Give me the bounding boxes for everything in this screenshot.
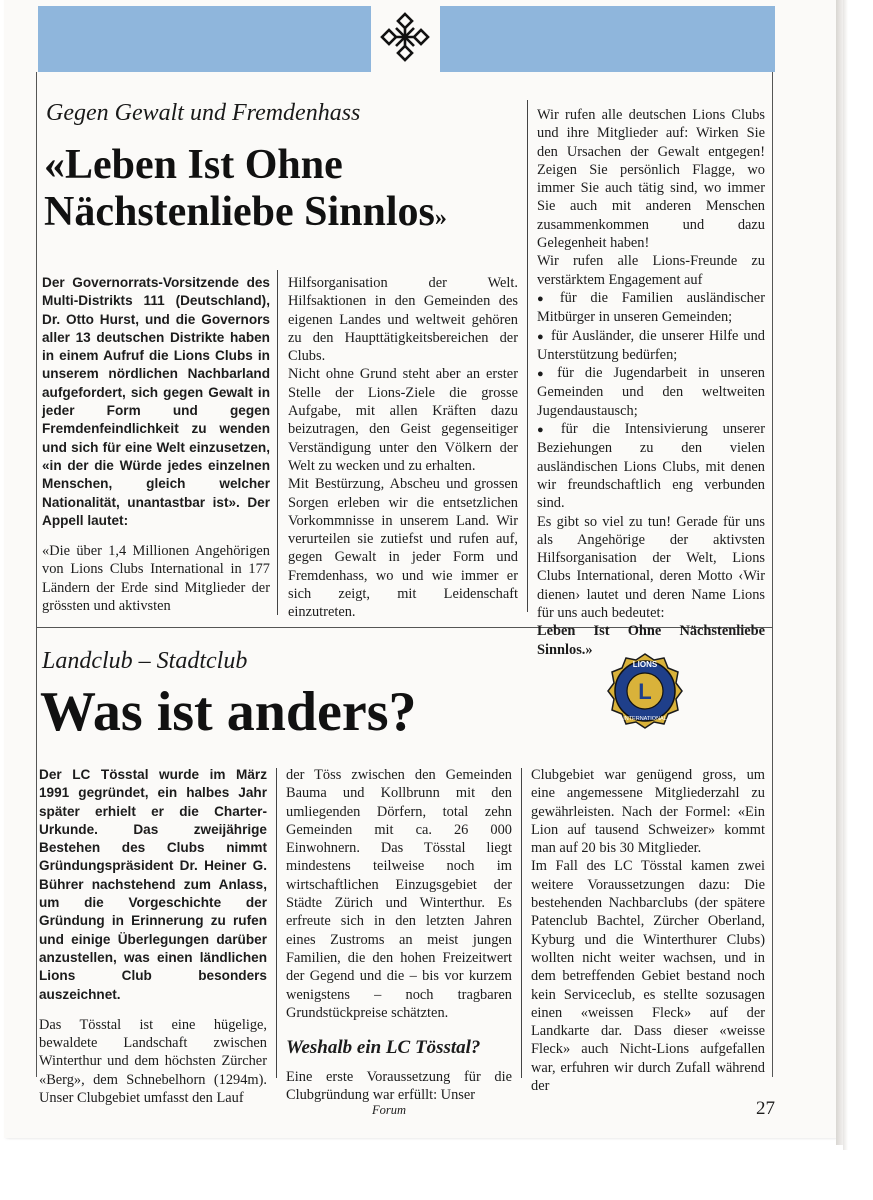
article1-paragraph: Nicht ohne Grund steht aber an erster Stelle der Lions-Ziele die grosse Aufgabe, mit allen Kräften dazu beizutragen, den Geist gegenseitiger Verständigung unter den Völkern der Welt zu wecken und zu erhalten. — [288, 366, 518, 474]
article1-column-1 — [42, 274, 270, 615]
article1-paragraph: Hilfsorganisation der Welt. Hilfsaktionen in den Gemeinden des eigenen Landes und weltweit gehören zu den Haupttätigkeitsbereichen der Clubs. — [288, 275, 518, 365]
headline-close-quote: » — [434, 205, 447, 232]
article1-headline — [44, 142, 447, 236]
article2-column-1 — [39, 766, 267, 1107]
article1-motto: Leben Ist Ohne Nächstenliebe Sinnlos.» — [537, 623, 765, 658]
article1-paragraph: Wir rufen alle Lions-Freunde zu verstärktem Engagement auf — [537, 253, 765, 288]
bullet-item: ● für Ausländer, die unserer Hilfe und Unterstützung bedürfen; — [537, 327, 765, 365]
column-rule — [276, 768, 277, 1078]
article2-paragraph: Clubgebiet war genügend gross, um eine angemessene Mitgliederzahl zu gewährleisten. Nach der Formel: «Ein Lion auf tausend Schweizer» kommt man auf 20 bis 30 Mitglieder. — [531, 767, 765, 857]
article1-lead: Der Governorrats-Vorsitzende des Multi-Distrikts 111 (Deutschland), Dr. Otto Hurst, und die Governors aller 13 deutschen Distrikte haben in einem Aufruf die Lions Clubs in unserem nördlichen Nachbarland aufgefordert, sich gegen Gewalt in jeder Form und gegen Fremdenfeindlichkeit zu wenden und sich für eine Welt einzusetzen, «in der die Würde jedes einzelnen Menschen, gleich welcher Nationalität, unantastbar ist». Der Appell lautet: — [42, 275, 270, 528]
column-rule — [521, 768, 522, 1078]
logo-text-top: LIONS — [632, 660, 658, 669]
article2-paragraph: Im Fall des LC Tösstal kamen zwei weitere Voraussetzungen dazu: Die bestehenden Nachbarclubs (der spätere Patenclub Bachtel, Zürcher Oberland, Kyburg und die Winterthurer Clubs) wollten nicht weiter wachsen, und in dem betreffenden Gebiet bestand noch kein Serviceclub, es stellte sozusagen einen «weissen Fleck» auf der Landkarte dar. Dass dieser «weisse Fleck» auch Nicht-Lions aufgefallen war, erfuhren wir durch Zufall während der — [531, 858, 765, 1095]
header-band-left — [38, 6, 371, 72]
page-edge — [836, 0, 843, 1145]
article1-paragraph: Es gibt so viel zu tun! Gerade für uns als Angehörige der aktivsten Hilfsorganisation der Welt, Lions Clubs International, deren Motto ‹Wir dienen› lautet und deren Name Lions für uns auch bedeutet: — [537, 513, 765, 622]
page-number: 27 — [756, 1098, 775, 1119]
article1-paragraph: Wir rufen alle deutschen Lions Clubs und ihre Mitglieder auf: Wirken Sie den Ursachen der Gewalt entgegen! Zeigen Sie persönlich Flagge, wo immer Sie auch tätig sind, wo immer Sie auch mit anderen Menschen zusammenkommen und dazu Gelegenheit haben! — [537, 107, 765, 252]
bullet-item: ● für die Intensivierung unserer Beziehungen zu den vielen ausländischen Lions Clubs, mit denen wir freundschaftlich eng verbunden sind. — [537, 420, 765, 512]
article2-column-3 — [531, 766, 765, 1095]
bullet-item: ● für die Familien ausländischer Mitbürger in unseren Gemeinden; — [537, 289, 765, 327]
article2-paragraph: der Töss zwischen den Gemeinden Bauma und Kollbrunn mit den umliegenden Dörfern, total zehn Gemeinden mit ca. 26 000 Einwohnern. Das Tösstal liegt mindestens teilweise noch im wirtschaftlichen Einzugsgebiet der Städte Zürich und Winterthur. Es erfreute sich in den letzten Jahren eines Zustroms an meist jungen Familien, die den hohen Freizeitwert der Gegend und die – bis vor kurzem wenigstens – noch tragbaren Grundstückpreise schätzten. — [286, 767, 512, 1021]
ornament-cross-icon — [374, 6, 436, 68]
header-band-right — [440, 6, 775, 72]
footer-label: Forum — [372, 1103, 407, 1117]
article1-kicker: Gegen Gewalt und Fremdenhass — [46, 100, 361, 126]
article2-body: Das Tösstal ist eine hügelige, bewaldete Landschaft zwischen Winterthur und dem höchsten Zürcher «Berg», dem Schnebelhorn (1294m). Unser Clubgebiet umfasst den Lauf — [39, 1016, 267, 1107]
headline-text: Nächstenliebe Sinnlos — [44, 189, 435, 236]
article2-column-2 — [286, 766, 512, 1105]
frame-rule — [36, 627, 37, 1077]
frame-rule — [36, 72, 37, 627]
article2-subhead: Weshalb ein LC Tösstal? — [286, 1037, 481, 1059]
article2-lead: Der LC Tösstal wurde im März 1991 gegründet, ein halbes Jahr später erhielt er die Charter-Urkunde. Das zweijährige Bestehen des Clubs nimmt Gründungspräsident Dr. Heiner G. Bührer nachstehend zum Anlass, um die Vorgeschichte der Gründung in Erinnerung zu rufen und einige Überlegungen darüber anzustellen, was einen ländlichen Lions Club besonders auszeichnet. — [39, 767, 267, 1002]
logo-text-bottom: INTERNATIONAL — [623, 716, 667, 722]
headline-line: «Leben Ist Ohne — [44, 142, 343, 188]
article1-body: «Die über 1,4 Millionen Angehörigen von Lions Clubs International in 177 Ländern der Erde sind Mitglieder der grössten und aktivsten — [42, 543, 270, 615]
bullet-item: ● für die Jugendarbeit in unseren Gemeinden und den weltweiten Jugendaustausch; — [537, 364, 765, 420]
frame-rule — [772, 72, 773, 1077]
headline-line — [44, 189, 447, 236]
column-rule — [527, 100, 528, 612]
article2-kicker: Landclub – Stadtclub — [42, 648, 248, 674]
article1-column-2 — [288, 274, 518, 622]
lions-emblem-icon — [604, 650, 686, 732]
column-rule — [277, 270, 278, 615]
page-edge — [843, 0, 848, 1150]
article2-paragraph: Eine erste Voraussetzung für die Clubgründung war erfüllt: Unser — [286, 1069, 512, 1104]
article1-paragraph: Mit Bestürzung, Abscheu und grossen Sorgen erleben wir die entsetzlichen Vorkommnisse in unserem Land. Wir verurteilen sie zutiefst und rufen auf, gegen Gewalt in jeder Form und Fremdenhass, wo und wie immer er sich zeigt, mit Leidenschaft einzutreten. — [288, 476, 518, 621]
article1-column-3 — [537, 106, 765, 659]
article2-headline: Was ist anders? — [40, 681, 417, 743]
logo-letter: L — [638, 679, 652, 704]
